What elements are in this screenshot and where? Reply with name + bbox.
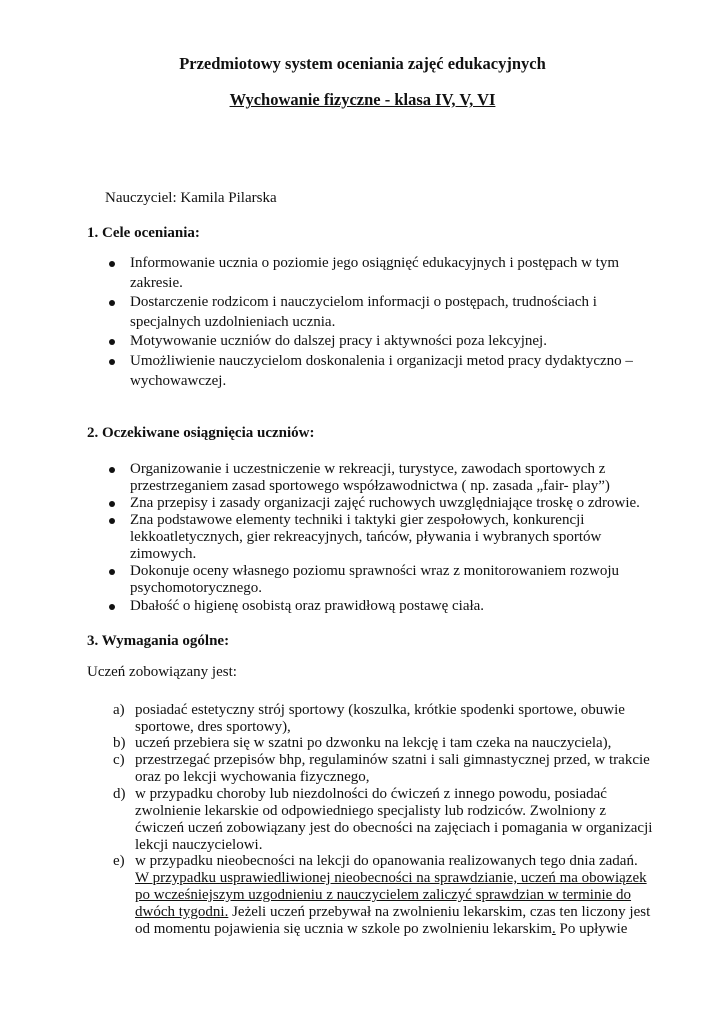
list-item-text: Organizowanie i uczestniczenie w rekreacji, turystyce, zawodach sportowych z xyxy=(130,461,606,477)
list-item-text-part: Po upływie xyxy=(555,921,628,937)
list-marker: a) xyxy=(113,702,125,718)
list-item-text: Zna podstawowe elementy techniki i taktyki gier zespołowych, konkurencji xyxy=(130,512,585,528)
underlined-text: W przypadku usprawiedliwionej nieobecności na sprawdzianie, uczeń ma obowiązek xyxy=(135,870,647,886)
list-marker: d) xyxy=(113,786,126,802)
list-item-text: Umożliwienie nauczycielom doskonalenia i organizacji metod pracy dydaktyczno – xyxy=(130,353,633,369)
bullet-icon xyxy=(109,300,115,306)
list-item-text: uczeń przebiera się w szatni po dzwonku na lekcję i tam czeka na nauczyciela), xyxy=(135,735,612,751)
list-item-text xyxy=(135,921,627,937)
list-item-text-part: od momentu pojawienia się ucznia w szkole po zwolnieniu lekarskim xyxy=(135,921,552,937)
list-item-text: Zna przepisy i zasady organizacji zajęć ruchowych uwzględniające troskę o zdrowie. xyxy=(130,495,640,511)
section-1-heading: 1. Cele oceniania: xyxy=(87,225,200,241)
document-title: Przedmiotowy system oceniania zajęć edukacyjnych xyxy=(179,54,546,73)
list-item-text: w przypadku nieobecności na lekcji do opanowania realizowanych tego dnia zadań. xyxy=(135,853,638,869)
list-item-text: ćwiczeń uczeń zobowiązany jest do obecności na zajęciach i pomagania w organizacji xyxy=(135,820,653,836)
list-item-text: oraz po lekcji wychowania fizycznego, xyxy=(135,769,370,785)
list-item-text: specjalnych uzdolnieniach ucznia. xyxy=(130,314,336,330)
bullet-icon xyxy=(109,501,115,507)
bullet-icon xyxy=(109,467,115,473)
list-item-text: posiadać estetyczny strój sportowy (koszulka, krótkie spodenki sportowe, obuwie xyxy=(135,702,625,718)
list-item-text: psychomotorycznego. xyxy=(130,580,263,596)
bullet-icon xyxy=(109,604,115,610)
section-3-heading: 3. Wymagania ogólne: xyxy=(87,633,230,649)
bullet-icon xyxy=(109,569,115,575)
section-2-heading: 2. Oczekiwane osiągnięcia uczniów: xyxy=(87,425,315,441)
underlined-period: . xyxy=(551,921,556,937)
list-item-text: przestrzeganiem zasad sportowego współzawodnictwa ( np. zasada „fair- play”) xyxy=(130,478,610,494)
list-item-text: zwolnienie lekarskie od odpowiedniego specjalisty lub rodziców. Zwolniony z xyxy=(135,803,606,819)
underlined-text: po wcześniejszym uzgodnieniu z nauczycielem zaliczyć sprawdzian w terminie do xyxy=(135,887,632,903)
list-item-text: Motywowanie uczniów do dalszej pracy i aktywności poza lekcyjnej. xyxy=(130,333,547,349)
teacher-name: Nauczyciel: Kamila Pilarska xyxy=(105,190,277,206)
list-item-text: Dbałość o higienę osobistą oraz prawidłową postawę ciała. xyxy=(130,598,485,614)
list-item-text: lekkoatletycznych, gier rekreacyjnych, tańców, pływania i wybranych sportów xyxy=(130,529,602,545)
list-item-text xyxy=(135,904,650,920)
list-item-text: Dokonuje oceny własnego poziomu sprawności wraz z monitorowaniem rozwoju xyxy=(130,563,620,579)
list-item-text: zakresie. xyxy=(130,275,183,291)
bullet-icon xyxy=(109,261,115,267)
bullet-icon xyxy=(109,518,115,524)
list-item-text: sportowe, dres sportowy), xyxy=(135,719,291,735)
list-marker: b) xyxy=(113,735,126,751)
list-item-text: przestrzegać przepisów bhp, regulaminów szatni i sali gimnastycznej przed, w trakcie xyxy=(135,752,650,768)
list-item-text: wychowawczej. xyxy=(130,373,227,389)
list-item-text: Dostarczenie rodzicom i nauczycielom informacji o postępach, trudnościach i xyxy=(130,294,597,310)
list-item-text-continued: Jeżeli uczeń przebywał na zwolnieniu lekarskim, czas ten liczony jest xyxy=(228,904,651,920)
bullet-icon xyxy=(109,359,115,365)
bullet-icon xyxy=(109,339,115,345)
section-3-intro: Uczeń zobowiązany jest: xyxy=(87,664,237,680)
document-subtitle: Wychowanie fizyczne - klasa IV, V, VI xyxy=(229,90,496,109)
list-marker: e) xyxy=(113,853,125,869)
list-item-text: Informowanie ucznia o poziomie jego osiągnięć edukacyjnych i postępach w tym xyxy=(130,255,620,271)
underlined-text: dwóch tygodni. xyxy=(135,904,229,920)
list-marker: c) xyxy=(113,752,125,768)
list-item-text: zimowych. xyxy=(130,546,197,562)
list-item-text: lekcji nauczycielowi. xyxy=(135,837,263,853)
list-item-text: w przypadku choroby lub niezdolności do ćwiczeń z innego powodu, posiadać xyxy=(135,786,607,802)
